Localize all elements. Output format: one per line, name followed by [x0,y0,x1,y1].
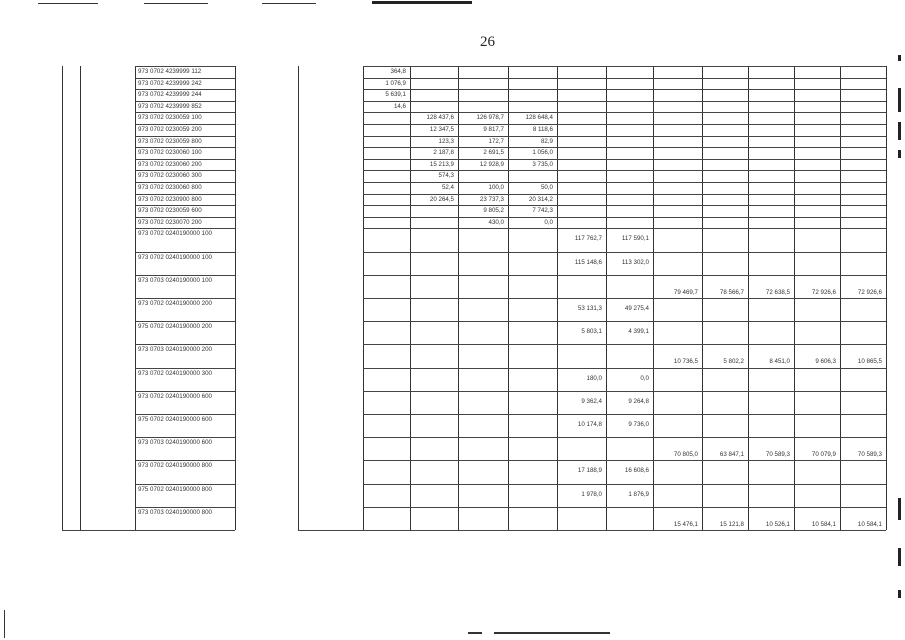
table-cell: 113 302,0 [621,258,649,266]
row-code: 973 0703 0240190000 600 [138,439,212,447]
row-divider [298,530,886,531]
row-code: 973 0702 4239999 242 [138,79,202,87]
row-divider [363,112,886,113]
row-divider [363,460,886,461]
scan-mark [898,590,901,598]
table-cell: 72 926,6 [811,288,836,296]
table-border [80,66,81,530]
row-code: 973 0702 0230059 600 [138,207,202,215]
row-divider [135,414,235,415]
table-cell: 12 347,5 [429,126,454,133]
row-divider [363,101,886,102]
row-divider [135,321,235,322]
table-cell: 180,0 [586,374,602,382]
table-cell: 10 526,1 [765,520,790,528]
table-cell: 72 638,5 [765,288,790,296]
table-cell: 172,7 [488,137,504,145]
row-divider [363,170,886,171]
row-divider [135,147,235,148]
table-cell: 1 056,0 [532,149,553,157]
row-code: 973 0702 0230059 100 [138,114,202,122]
table-cell: 8 451,0 [769,358,790,366]
row-code: 975 0702 0240190000 600 [138,416,212,423]
row-divider [135,101,235,102]
table-cell: 16 608,6 [624,467,649,475]
table-cell: 79 469,7 [673,288,698,296]
row-divider [135,136,235,137]
table-cell: 364,8 [390,68,406,75]
table-cell: 2 691,5 [483,149,504,157]
table-cell: 100,0 [488,184,504,191]
table-border [235,66,236,530]
footer-rule [4,610,5,638]
row-divider [363,507,886,508]
table-cell: 7 742,3 [532,207,553,215]
row-divider [135,391,235,392]
table-cell: 10 584,1 [857,520,882,528]
footer-rule [494,632,610,634]
row-divider [135,344,235,345]
row-code: 973 0702 0230060 800 [138,184,202,191]
table-cell: 126 978,7 [476,114,504,122]
row-divider [363,437,886,438]
table-border [298,66,299,530]
row-code: 973 0703 0240190000 100 [138,276,212,284]
row-divider [363,182,886,183]
row-divider [135,66,235,67]
table-cell: 20 314,2 [528,195,553,203]
row-divider [135,89,235,90]
header-rule [372,1,472,4]
scan-mark [898,55,901,61]
scan-mark [898,548,901,566]
table-cell: 2 187,8 [433,149,454,157]
table-cell: 49 275,4 [624,305,649,312]
scan-mark [898,150,901,158]
row-code: 973 0702 0230900 800 [138,195,202,203]
row-divider [135,112,235,113]
header-rule [144,3,208,4]
row-divider [135,228,235,229]
row-divider [135,437,235,438]
row-divider [363,321,886,322]
row-divider [363,89,886,90]
row-divider [363,368,886,369]
table-cell: 9 362,4 [581,397,602,405]
table-cell: 9 736,0 [628,421,649,428]
row-divider [135,275,235,276]
row-divider [363,252,886,253]
row-code: 975 0702 0240190000 200 [138,323,212,331]
row-divider [135,368,235,369]
row-divider [135,182,235,183]
row-code: 973 0702 0230060 200 [138,160,202,168]
row-divider [135,460,235,461]
row-divider [363,484,886,485]
table-cell: 117 762,7 [574,235,602,243]
row-divider [363,414,886,415]
row-divider [135,159,235,160]
table-cell: 0,0 [544,218,553,226]
table-cell: 15 476,1 [673,520,698,528]
table-cell: 82,9 [540,137,553,145]
row-divider [135,194,235,195]
row-divider [135,507,235,508]
row-code: 973 0703 0240190000 800 [138,508,212,516]
header-rule [262,3,316,4]
row-code: 973 0702 4239999 852 [138,102,202,110]
row-divider [363,391,886,392]
row-divider [363,194,886,195]
table-cell: 5 803,1 [581,328,602,336]
table-cell: 72 926,6 [857,288,882,296]
table-cell: 52,4 [441,184,454,191]
table-cell: 53 131,3 [577,305,602,312]
table-cell: 8 118,6 [532,126,553,133]
row-code: 973 0703 0240190000 200 [138,346,212,354]
row-divider [363,124,886,125]
row-divider [363,344,886,345]
footer-rule [468,632,482,634]
row-code: 975 0702 0240190000 800 [138,485,212,493]
table-cell: 5 802,2 [723,358,744,366]
scan-mark [898,122,901,140]
table-cell: 9 817,7 [483,126,504,133]
row-divider [135,252,235,253]
table-cell: 1 978,0 [581,490,602,498]
table-cell: 63 847,1 [719,451,744,459]
row-divider [135,217,235,218]
row-divider [363,147,886,148]
table-cell: 10 174,8 [577,421,602,428]
row-divider [135,298,235,299]
row-code: 973 0702 0230059 800 [138,137,202,145]
row-code: 973 0702 0240190000 300 [138,369,212,377]
scan-mark [898,88,901,112]
row-divider [363,217,886,218]
row-divider [135,484,235,485]
row-divider [363,159,886,160]
scan-mark [898,498,901,520]
table-cell: 1 876,9 [628,490,649,498]
row-code: 973 0702 0240190000 100 [138,253,212,261]
table-cell: 5 639,1 [385,91,406,99]
table-cell: 14,6 [393,102,406,110]
row-code: 973 0702 0230060 300 [138,172,202,180]
row-code: 973 0702 0240190000 200 [138,300,212,307]
row-divider [135,124,235,125]
row-code: 973 0702 0240190000 100 [138,230,212,238]
table-cell: 50,0 [540,184,553,191]
row-code: 973 0702 0240190000 800 [138,462,212,470]
row-code: 973 0702 4239999 244 [138,91,202,99]
table-cell: 1 076,9 [385,79,406,87]
table-border [62,66,63,530]
table-cell: 430,0 [488,218,504,226]
row-code: 973 0702 0240190000 600 [138,392,212,400]
table-cell: 115 148,6 [574,258,602,266]
table-cell: 70 589,3 [857,451,882,459]
row-code: 973 0702 0230060 100 [138,149,202,157]
row-code: 973 0702 0230059 200 [138,126,202,133]
table-cell: 117 590,1 [621,235,649,243]
table-cell: 10 584,1 [811,520,836,528]
row-divider [363,136,886,137]
table-cell: 20 264,5 [429,195,454,203]
table-cell: 17 188,9 [577,467,602,475]
row-code: 973 0702 0230070 200 [138,218,202,226]
page-number: 26 [480,34,495,50]
table-cell: 70 805,0 [673,451,698,459]
table-cell: 10 865,5 [857,358,882,366]
row-divider [363,205,886,206]
table-cell: 70 079,9 [811,451,836,459]
table-cell: 15 121,8 [719,520,744,528]
header-rule [38,3,98,4]
table-cell: 9 264,8 [628,397,649,405]
row-divider [363,66,886,67]
row-divider [363,275,886,276]
table-cell: 10 736,5 [673,358,698,366]
row-divider [62,530,235,531]
table-cell: 9 606,3 [815,358,836,366]
table-cell: 0,0 [640,374,649,382]
table-cell: 574,3 [438,172,454,180]
row-divider [135,170,235,171]
row-divider [363,298,886,299]
row-divider [363,78,886,79]
table-cell: 15 213,9 [429,160,454,168]
table-cell: 4 399,1 [628,328,649,336]
table-cell: 128 437,6 [426,114,454,122]
table-cell: 128 648,4 [525,114,553,122]
table-border [886,66,887,530]
table-cell: 23 737,3 [479,195,504,203]
row-code: 973 0702 4239999 112 [138,68,202,75]
row-divider [135,78,235,79]
row-divider [363,228,886,229]
table-cell: 12 928,9 [479,160,504,168]
row-divider [135,205,235,206]
table-cell: 70 589,3 [765,451,790,459]
table-cell: 3 735,0 [532,160,553,168]
table-cell: 123,3 [438,137,454,145]
table-cell: 78 566,7 [719,288,744,296]
table-cell: 9 805,2 [483,207,504,215]
